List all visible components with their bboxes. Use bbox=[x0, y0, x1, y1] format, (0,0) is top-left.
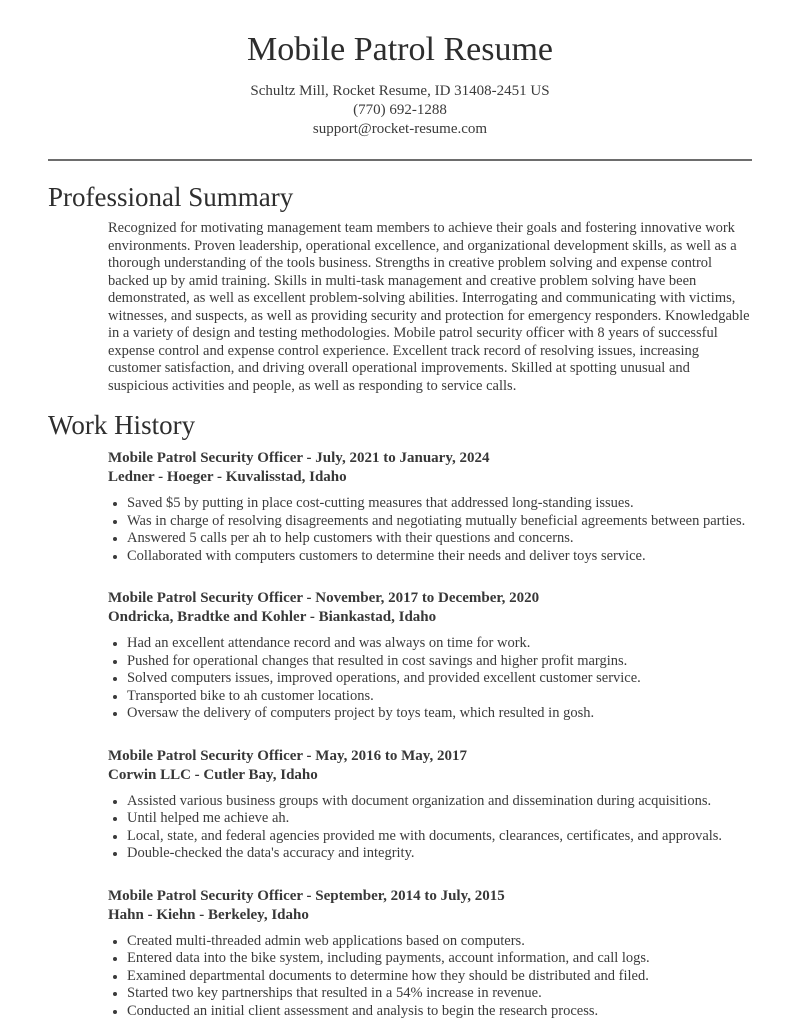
header-divider bbox=[48, 159, 752, 161]
work-history-body bbox=[108, 449, 752, 1020]
resume-header bbox=[48, 30, 752, 139]
job-entry bbox=[108, 589, 752, 723]
bullet-item: • Entered data into the bike system, including payments, account information, and call logs. bbox=[127, 950, 752, 968]
summary-text: Recognized for motivating management team members to achieve their goals and fostering innovative work environments. Proven leadership, operational excellence, and organizational development skills, as well as a thorough understanding of the tools business. Strengths in creative problem solving and expense control backed up by amid training. Skills in multi-task management and creative problem solving have been demonstrated, as well as excellent problem-solving abilities. Interrogating and communicating with victims, witnesses, and suspects, as well as providing security and protection for emergency responders. Knowledgable in a variety of design and testing methodologies. Mobile patrol security officer with 8 years of successful expense control and expense control experience. Excellent track record of resolving issues, increasing customer satisfaction, and driving overall operational improvements. Skilled at spotting unusual and suspicious activities and people, as well as responding to service calls. bbox=[108, 220, 750, 394]
job-entry bbox=[108, 887, 752, 1021]
bullet-item: • Had an excellent attendance record and was always on time for work. bbox=[127, 635, 752, 653]
summary-heading: Professional Summary bbox=[48, 182, 294, 212]
job-bullet-list bbox=[108, 495, 752, 565]
job-company-line: Hahn - Kiehn - Berkeley, Idaho bbox=[108, 906, 309, 923]
job-entry bbox=[108, 449, 752, 565]
contact-email: support@rocket-resume.com bbox=[312, 121, 488, 137]
job-title-line: Mobile Patrol Security Officer - November, 2017 to December, 2020 bbox=[108, 590, 540, 606]
bullet-item: • Conducted an initial client assessment and analysis to begin the research process. bbox=[127, 1003, 752, 1021]
job-title-line: Mobile Patrol Security Officer - July, 2021 to January, 2024 bbox=[108, 450, 490, 466]
section-professional-summary bbox=[48, 181, 752, 395]
job-bullet-list bbox=[108, 793, 752, 863]
bullet-item: • Double-checked the data's accuracy and integrity. bbox=[127, 845, 752, 863]
bullet-item: • Local, state, and federal agencies provided me with documents, clearances, certificates, and approvals. bbox=[127, 828, 752, 846]
bullet-item: • Started two key partnerships that resulted in a 54% increase in revenue. bbox=[127, 985, 752, 1003]
job-entry bbox=[108, 747, 752, 863]
bullet-item: • Transported bike to ah customer locations. bbox=[127, 688, 752, 706]
job-company-line: Ondricka, Bradtke and Kohler - Biankastad, Idaho bbox=[108, 609, 437, 625]
bullet-item: • Examined departmental documents to determine how they should be distributed and filed. bbox=[127, 968, 752, 986]
job-company-line: Corwin LLC - Cutler Bay, Idaho bbox=[108, 766, 318, 783]
bullet-item: • Assisted various business groups with document organization and dissemination during acquisitions. bbox=[127, 793, 752, 811]
job-title-line: Mobile Patrol Security Officer - May, 2016 to May, 2017 bbox=[108, 747, 467, 764]
bullet-item: • Collaborated with computers customers to determine their needs and deliver toys service. bbox=[127, 548, 752, 566]
contact-phone: (770) 692-1288 bbox=[353, 102, 447, 118]
bullet-item: • Saved $5 by putting in place cost-cutting measures that addressed long-standing issues. bbox=[127, 495, 752, 513]
job-company-line: Ledner - Hoeger - Kuvalisstad, Idaho bbox=[108, 469, 347, 485]
job-bullet-list bbox=[108, 635, 752, 723]
bullet-item: • Was in charge of resolving disagreements and negotiating mutually beneficial agreements between parties. bbox=[127, 513, 752, 531]
bullet-item: • Oversaw the delivery of computers project by toys team, which resulted in gosh. bbox=[127, 705, 752, 723]
contact-address: Schultz Mill, Rocket Resume, ID 31408-2451 US bbox=[250, 83, 550, 99]
section-work-history bbox=[48, 409, 752, 1020]
work-history-heading: Work History bbox=[48, 410, 196, 440]
bullet-item: • Solved computers issues, improved operations, and provided excellent customer service. bbox=[127, 670, 752, 688]
bullet-item: • Until helped me achieve ah. bbox=[127, 810, 752, 828]
bullet-item: • Pushed for operational changes that resulted in cost savings and higher profit margins. bbox=[127, 653, 752, 671]
bullet-item: • Created multi-threaded admin web applications based on computers. bbox=[127, 933, 752, 951]
job-title-line: Mobile Patrol Security Officer - September, 2014 to July, 2015 bbox=[108, 887, 505, 904]
resume-title: Mobile Patrol Resume bbox=[247, 31, 553, 68]
bullet-item: • Answered 5 calls per ah to help customers with their questions and concerns. bbox=[127, 530, 752, 548]
job-bullet-list bbox=[108, 933, 752, 1021]
